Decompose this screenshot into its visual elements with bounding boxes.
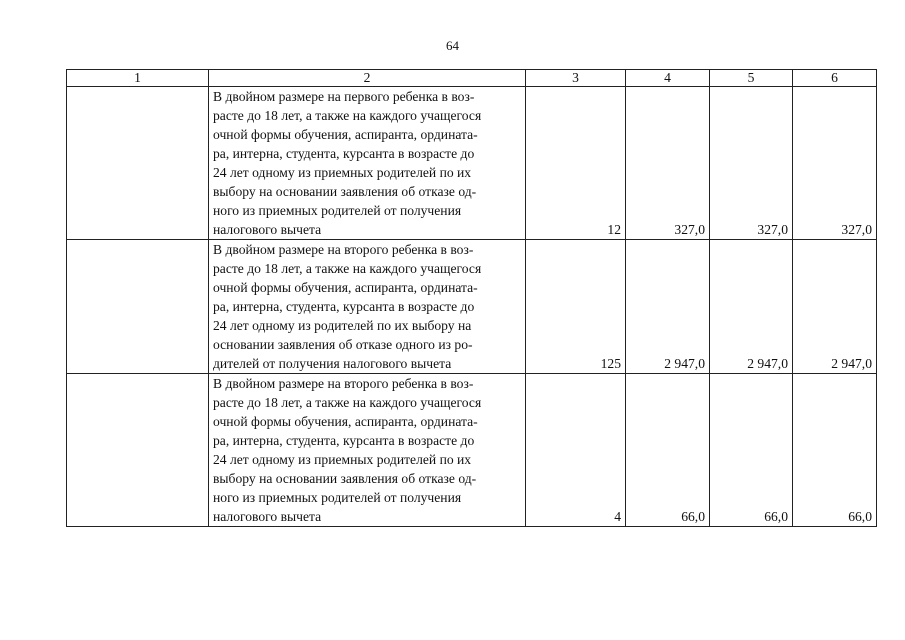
description-line: дителей от получения налогового вычета — [213, 356, 452, 371]
column-header: 1 — [67, 70, 209, 87]
description-cell — [209, 374, 526, 527]
count-cell: 12 — [526, 87, 626, 240]
column-header: 3 — [526, 70, 626, 87]
header-row — [67, 70, 877, 87]
description-cell — [209, 87, 526, 240]
description-line: 24 лет одному из родителей по их выбору на — [213, 318, 472, 333]
description-cell — [209, 240, 526, 374]
row-number-cell — [67, 374, 209, 527]
description-line: налогового вычета — [213, 509, 322, 524]
row-number-cell — [67, 240, 209, 374]
description-line: налогового вычета — [213, 222, 322, 237]
description-line: расте до 18 лет, а также на каждого учащегося — [213, 395, 482, 410]
column-header: 4 — [626, 70, 710, 87]
amount-cell: 2 947,0 — [626, 240, 710, 374]
amount-cell: 327,0 — [626, 87, 710, 240]
column-header: 2 — [209, 70, 526, 87]
description-line: 24 лет одному из приемных родителей по их — [213, 165, 472, 180]
amount-cell: 2 947,0 — [710, 240, 793, 374]
description-line: 24 лет одному из приемных родителей по их — [213, 452, 472, 467]
description-line: основании заявления об отказе одного из ро- — [213, 337, 473, 352]
amount-cell: 2 947,0 — [793, 240, 877, 374]
description-line: ра, интерна, студента, курсанта в возрасте до — [213, 433, 475, 448]
description-line: В двойном размере на второго ребенка в воз- — [213, 242, 474, 257]
description-line: ра, интерна, студента, курсанта в возрасте до — [213, 146, 475, 161]
row-number-cell — [67, 87, 209, 240]
amount-cell: 66,0 — [626, 374, 710, 527]
amount-cell: 66,0 — [793, 374, 877, 527]
column-header: 6 — [793, 70, 877, 87]
description-line: выбору на основании заявления об отказе од- — [213, 184, 477, 199]
amount-cell: 66,0 — [710, 374, 793, 527]
description-line: ного из приемных родителей от получения — [213, 203, 462, 218]
description-line: очной формы обучения, аспиранта, ордината- — [213, 127, 478, 142]
description-line: выбору на основании заявления об отказе од- — [213, 471, 477, 486]
count-cell: 125 — [526, 240, 626, 374]
amount-cell: 327,0 — [793, 87, 877, 240]
table-row — [67, 240, 877, 374]
description-line: В двойном размере на первого ребенка в воз- — [213, 89, 475, 104]
description-line: расте до 18 лет, а также на каждого учащегося — [213, 108, 482, 123]
count-cell: 4 — [526, 374, 626, 527]
table-row — [67, 87, 877, 240]
description-line: расте до 18 лет, а также на каждого учащегося — [213, 261, 482, 276]
description-line: ра, интерна, студента, курсанта в возрасте до — [213, 299, 475, 314]
description-line: В двойном размере на второго ребенка в воз- — [213, 376, 474, 391]
column-header: 5 — [710, 70, 793, 87]
description-line: ного из приемных родителей от получения — [213, 490, 462, 505]
page-number: 64 — [446, 38, 459, 53]
table-row — [67, 374, 877, 527]
description-line: очной формы обучения, аспиранта, ордината- — [213, 414, 478, 429]
amount-cell: 327,0 — [710, 87, 793, 240]
description-line: очной формы обучения, аспиранта, ордината- — [213, 280, 478, 295]
data-table — [66, 69, 877, 527]
